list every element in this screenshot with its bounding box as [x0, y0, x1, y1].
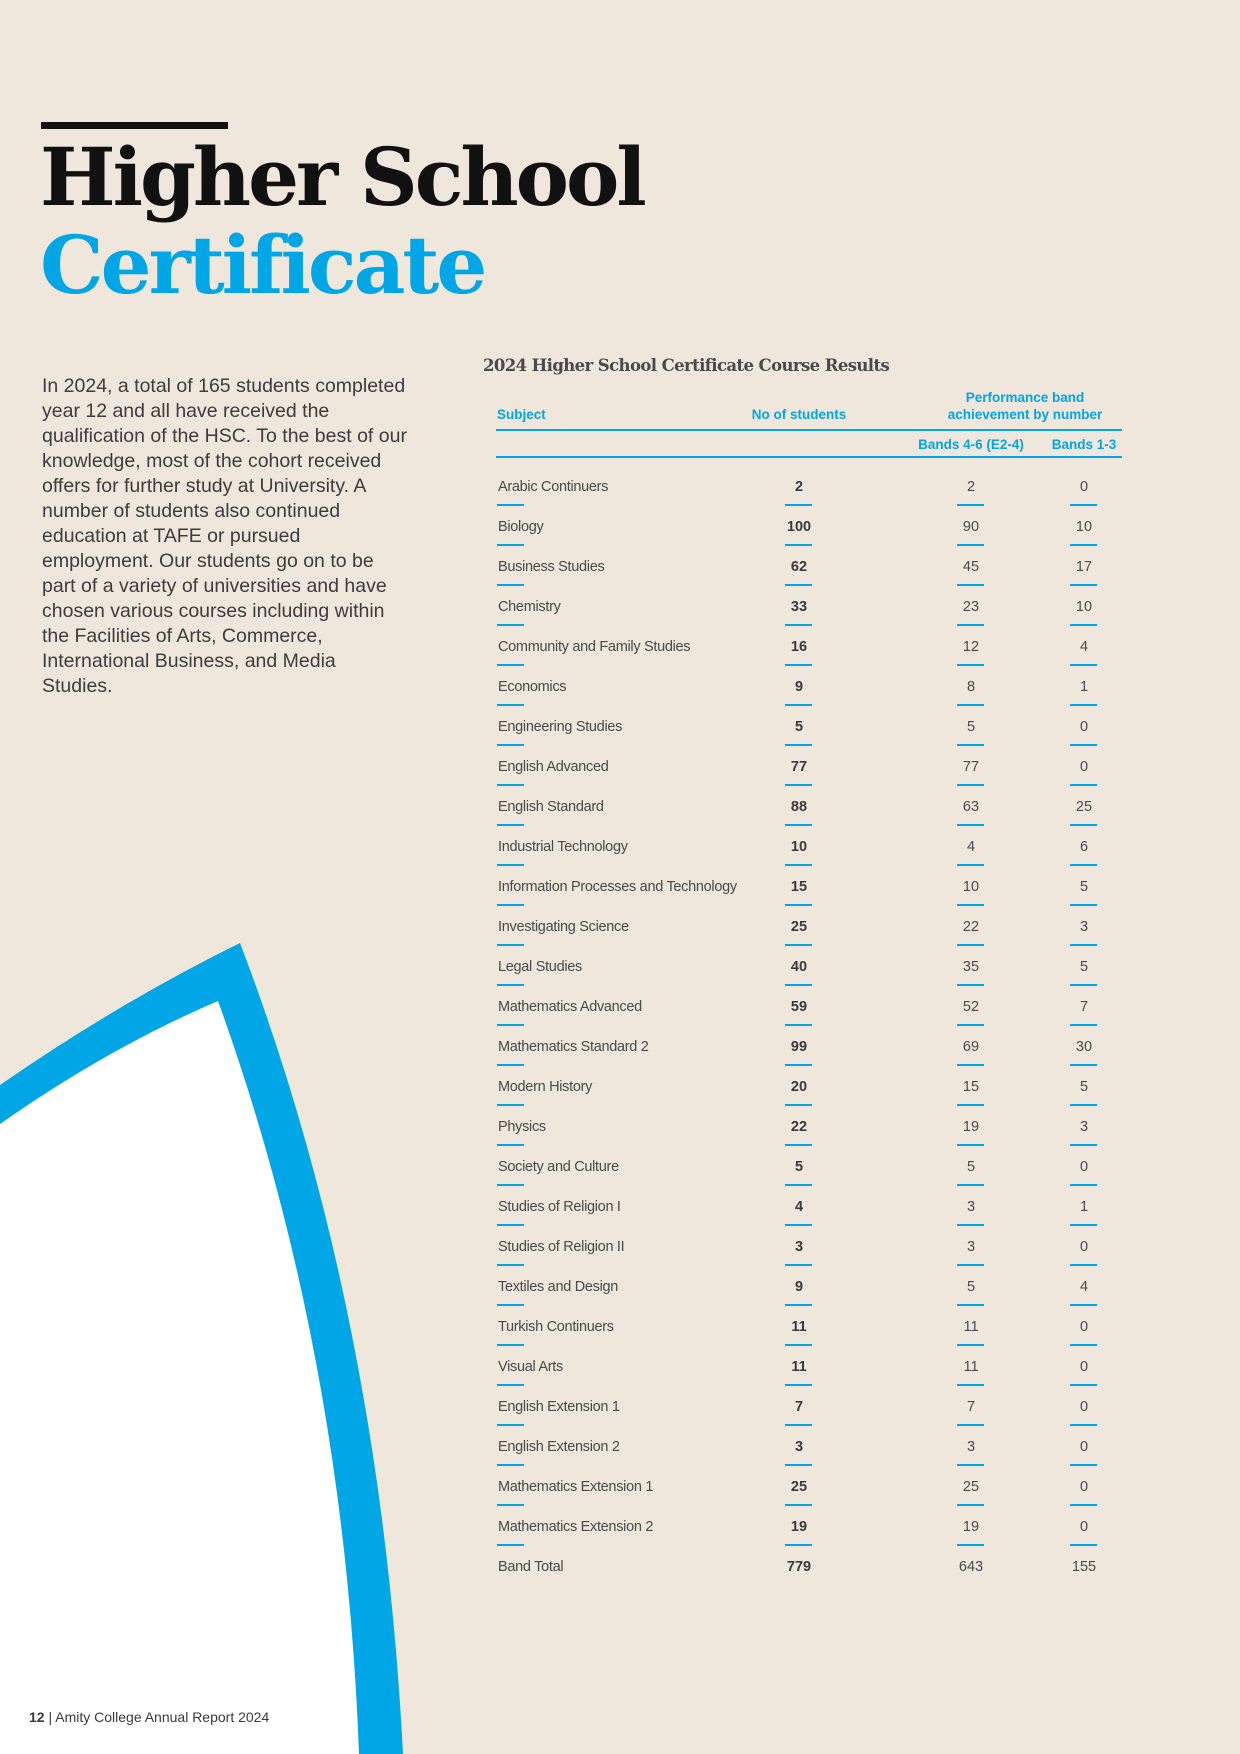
- cell-bands-4-6: 11: [963, 1319, 979, 1335]
- cell-no-of-students: 20: [790, 1079, 808, 1095]
- row-divider-dash: [1070, 664, 1097, 666]
- cell-bands-4-6: 11: [963, 1359, 979, 1375]
- table-row: [0, 1107, 1240, 1147]
- row-divider-dash: [957, 664, 984, 666]
- row-divider-dash: [785, 784, 812, 786]
- cell-bands-4-6: 10: [962, 879, 980, 895]
- table-row: [0, 907, 1240, 947]
- row-divider-dash: [497, 1464, 524, 1466]
- table-row: [0, 867, 1240, 907]
- cell-subject: Industrial Technology: [498, 839, 628, 855]
- cell-bands-4-6: 5: [966, 1159, 976, 1175]
- row-divider-dash: [497, 504, 524, 506]
- table-row: [0, 1387, 1240, 1427]
- row-divider-dash: [785, 664, 812, 666]
- row-divider-dash: [957, 1344, 984, 1346]
- cell-bands-1-3: 0: [1079, 1239, 1089, 1255]
- table-row: [0, 1347, 1240, 1387]
- cell-subject: Studies of Religion I: [498, 1199, 621, 1215]
- row-divider-dash: [785, 1464, 812, 1466]
- row-divider-dash: [497, 1184, 524, 1186]
- page-footer: [29, 1709, 269, 1725]
- cell-bands-1-3: 0: [1079, 719, 1089, 735]
- footer-separator: |: [48, 1709, 53, 1725]
- row-divider-dash: [785, 864, 812, 866]
- row-divider-dash: [497, 1104, 524, 1106]
- row-divider-dash: [785, 1024, 812, 1026]
- table-row: [0, 1427, 1240, 1467]
- cell-bands-1-3: 0: [1079, 1519, 1089, 1535]
- row-divider-dash: [497, 1544, 524, 1546]
- row-divider-dash: [957, 1064, 984, 1066]
- row-divider-dash: [497, 584, 524, 586]
- table-row: [0, 1467, 1240, 1507]
- row-divider-dash: [497, 904, 524, 906]
- row-divider-dash: [957, 1424, 984, 1426]
- row-divider-dash: [785, 584, 812, 586]
- cell-bands-1-3: 5: [1079, 1079, 1089, 1095]
- row-divider-dash: [785, 984, 812, 986]
- row-divider-dash: [1070, 744, 1097, 746]
- cell-subject: Band Total: [498, 1559, 564, 1575]
- row-divider-dash: [1070, 1384, 1097, 1386]
- row-divider-dash: [1070, 864, 1097, 866]
- cell-bands-1-3: 3: [1079, 1119, 1089, 1135]
- row-divider-dash: [957, 1104, 984, 1106]
- row-divider-dash: [1070, 1064, 1097, 1066]
- cell-bands-4-6: 45: [962, 559, 980, 575]
- header-performance-band: [925, 389, 1125, 423]
- cell-subject: Information Processes and Technology: [498, 879, 737, 895]
- cell-bands-1-3: 25: [1075, 799, 1093, 815]
- table-row: [0, 1227, 1240, 1267]
- header-no-of-students: No of students: [751, 407, 847, 422]
- cell-bands-4-6: 19: [962, 1519, 980, 1535]
- row-divider-dash: [1070, 944, 1097, 946]
- cell-subject: Modern History: [498, 1079, 593, 1095]
- table-row: [0, 747, 1240, 787]
- cell-bands-4-6: 90: [962, 519, 980, 535]
- cell-subject: Visual Arts: [498, 1359, 563, 1375]
- cell-bands-4-6: 12: [962, 639, 980, 655]
- table-row: [0, 467, 1240, 507]
- cell-no-of-students: 7: [794, 1399, 804, 1415]
- cell-no-of-students: 11: [791, 1319, 807, 1335]
- row-divider-dash: [497, 944, 524, 946]
- cell-bands-1-3: 0: [1079, 1159, 1089, 1175]
- row-divider-dash: [785, 904, 812, 906]
- row-divider-dash: [957, 744, 984, 746]
- cell-subject: Turkish Continuers: [498, 1319, 614, 1335]
- table-row: [0, 1267, 1240, 1307]
- cell-bands-1-3: 0: [1079, 1399, 1089, 1415]
- row-divider-dash: [785, 1504, 812, 1506]
- cell-subject: Chemistry: [498, 599, 561, 615]
- table-row: [0, 787, 1240, 827]
- row-divider-dash: [1070, 1104, 1097, 1106]
- row-divider-dash: [497, 784, 524, 786]
- cell-subject: Studies of Religion II: [498, 1239, 625, 1255]
- cell-subject: Textiles and Design: [498, 1279, 619, 1295]
- cell-bands-1-3: 0: [1079, 1359, 1089, 1375]
- row-divider-dash: [785, 1424, 812, 1426]
- cell-subject: Engineering Studies: [498, 719, 623, 735]
- cell-no-of-students: 9: [794, 679, 804, 695]
- header-performance-text: Performance band achievement by number: [947, 390, 1103, 422]
- row-divider-dash: [957, 1224, 984, 1226]
- cell-no-of-students: 15: [790, 879, 808, 895]
- header-rule-top: [496, 429, 1122, 431]
- row-divider-dash: [785, 624, 812, 626]
- row-divider-dash: [1070, 1504, 1097, 1506]
- cell-subject: Society and Culture: [498, 1159, 619, 1175]
- cell-bands-4-6: 52: [962, 999, 980, 1015]
- cell-bands-4-6: 22: [962, 919, 980, 935]
- row-divider-dash: [1070, 1344, 1097, 1346]
- cell-no-of-students: 779: [786, 1559, 812, 1575]
- table-row: [0, 1027, 1240, 1067]
- row-divider-dash: [957, 624, 984, 626]
- results-table-body: [0, 467, 1240, 1587]
- header-bands-4-6: Bands 4-6 (E2-4): [918, 437, 1024, 452]
- row-divider-dash: [785, 1144, 812, 1146]
- row-divider-dash: [497, 664, 524, 666]
- row-divider-dash: [957, 944, 984, 946]
- row-divider-dash: [497, 1064, 524, 1066]
- cell-bands-4-6: 8: [966, 679, 976, 695]
- cell-bands-4-6: 4: [966, 839, 976, 855]
- cell-bands-4-6: 35: [962, 959, 980, 975]
- row-divider-dash: [957, 544, 984, 546]
- row-divider-dash: [1070, 904, 1097, 906]
- cell-bands-1-3: 0: [1079, 1479, 1089, 1495]
- cell-subject: Mathematics Advanced: [498, 999, 642, 1015]
- cell-subject: Investigating Science: [498, 919, 629, 935]
- table-row: [0, 547, 1240, 587]
- cell-bands-1-3: 0: [1079, 1319, 1089, 1335]
- row-divider-dash: [957, 1304, 984, 1306]
- row-divider-dash: [1070, 824, 1097, 826]
- cell-bands-4-6: 5: [966, 719, 976, 735]
- row-divider-dash: [957, 584, 984, 586]
- page-number: 12: [29, 1709, 45, 1725]
- row-divider-dash: [1070, 1144, 1097, 1146]
- cell-bands-1-3: 0: [1079, 759, 1089, 775]
- row-divider-dash: [785, 1064, 812, 1066]
- cell-subject: Physics: [498, 1119, 546, 1135]
- row-divider-dash: [1070, 1264, 1097, 1266]
- cell-subject: English Extension 1: [498, 1399, 620, 1415]
- cell-no-of-students: 62: [790, 559, 808, 575]
- table-row: [0, 707, 1240, 747]
- row-divider-dash: [785, 544, 812, 546]
- row-divider-dash: [957, 1504, 984, 1506]
- cell-no-of-students: 3: [794, 1439, 804, 1455]
- title-accent-rule: [41, 122, 228, 129]
- table-row: [0, 987, 1240, 1027]
- cell-no-of-students: 19: [790, 1519, 808, 1535]
- cell-no-of-students: 5: [794, 719, 804, 735]
- row-divider-dash: [785, 1104, 812, 1106]
- cell-bands-1-3: 0: [1079, 1439, 1089, 1455]
- row-divider-dash: [497, 544, 524, 546]
- row-divider-dash: [497, 1224, 524, 1226]
- row-divider-dash: [497, 704, 524, 706]
- cell-no-of-students: 40: [790, 959, 808, 975]
- cell-subject: Arabic Continuers: [498, 479, 609, 495]
- row-divider-dash: [957, 904, 984, 906]
- cell-bands-1-3: 10: [1075, 519, 1093, 535]
- row-divider-dash: [497, 1424, 524, 1426]
- table-row: [0, 1187, 1240, 1227]
- cell-bands-4-6: 25: [962, 1479, 980, 1495]
- cell-no-of-students: 100: [786, 519, 812, 535]
- table-row: [0, 627, 1240, 667]
- cell-bands-1-3: 17: [1075, 559, 1093, 575]
- row-divider-dash: [957, 1024, 984, 1026]
- row-divider-dash: [1070, 1424, 1097, 1426]
- footer-text: Amity College Annual Report 2024: [55, 1709, 270, 1725]
- cell-bands-1-3: 0: [1079, 479, 1089, 495]
- row-divider-dash: [957, 1384, 984, 1386]
- row-divider-dash: [1070, 1304, 1097, 1306]
- row-divider-dash: [1070, 1224, 1097, 1226]
- cell-bands-4-6: 15: [962, 1079, 980, 1095]
- table-row: [0, 827, 1240, 867]
- row-divider-dash: [785, 1544, 812, 1546]
- table-row: [0, 1507, 1240, 1547]
- row-divider-dash: [497, 624, 524, 626]
- cell-subject: Mathematics Standard 2: [498, 1039, 649, 1055]
- header-bands-1-3: Bands 1-3: [1051, 437, 1117, 452]
- cell-bands-1-3: 1: [1079, 1199, 1089, 1215]
- row-divider-dash: [957, 504, 984, 506]
- row-divider-dash: [1070, 704, 1097, 706]
- row-divider-dash: [1070, 504, 1097, 506]
- cell-bands-4-6: 5: [966, 1279, 976, 1295]
- cell-bands-1-3: 30: [1075, 1039, 1093, 1055]
- row-divider-dash: [957, 1184, 984, 1186]
- cell-no-of-students: 88: [790, 799, 808, 815]
- cell-bands-4-6: 19: [962, 1119, 980, 1135]
- cell-no-of-students: 10: [790, 839, 808, 855]
- cell-no-of-students: 25: [790, 1479, 808, 1495]
- cell-bands-1-3: 5: [1079, 879, 1089, 895]
- cell-bands-4-6: 7: [966, 1399, 976, 1415]
- table-row: [0, 667, 1240, 707]
- row-divider-dash: [785, 704, 812, 706]
- cell-bands-1-3: 6: [1079, 839, 1089, 855]
- row-divider-dash: [497, 984, 524, 986]
- cell-no-of-students: 25: [790, 919, 808, 935]
- cell-no-of-students: 11: [791, 1359, 807, 1375]
- cell-no-of-students: 77: [790, 759, 808, 775]
- table-row: [0, 947, 1240, 987]
- cell-subject: English Standard: [498, 799, 604, 815]
- row-divider-dash: [1070, 1024, 1097, 1026]
- cell-bands-1-3: 4: [1079, 639, 1089, 655]
- row-divider-dash: [497, 1024, 524, 1026]
- cell-bands-1-3: 3: [1079, 919, 1089, 935]
- row-divider-dash: [1070, 624, 1097, 626]
- row-divider-dash: [785, 1224, 812, 1226]
- row-divider-dash: [957, 784, 984, 786]
- row-divider-dash: [1070, 984, 1097, 986]
- row-divider-dash: [957, 1144, 984, 1146]
- cell-subject: Legal Studies: [498, 959, 582, 975]
- cell-bands-4-6: 2: [966, 479, 976, 495]
- row-divider-dash: [957, 1544, 984, 1546]
- cell-bands-1-3: 10: [1075, 599, 1093, 615]
- row-divider-dash: [785, 1304, 812, 1306]
- cell-no-of-students: 5: [794, 1159, 804, 1175]
- page-title-line1: Higher School: [40, 130, 644, 224]
- cell-no-of-students: 22: [790, 1119, 808, 1135]
- cell-bands-4-6: 77: [962, 759, 980, 775]
- cell-no-of-students: 33: [790, 599, 808, 615]
- row-divider-dash: [497, 824, 524, 826]
- row-divider-dash: [497, 1344, 524, 1346]
- row-divider-dash: [497, 744, 524, 746]
- cell-no-of-students: 99: [790, 1039, 808, 1055]
- row-divider-dash: [1070, 544, 1097, 546]
- cell-subject: English Advanced: [498, 759, 609, 775]
- row-divider-dash: [497, 1264, 524, 1266]
- row-divider-dash: [957, 1264, 984, 1266]
- row-divider-dash: [957, 824, 984, 826]
- cell-bands-4-6: 3: [966, 1439, 976, 1455]
- row-divider-dash: [785, 1344, 812, 1346]
- cell-bands-1-3: 5: [1079, 959, 1089, 975]
- cell-bands-1-3: 4: [1079, 1279, 1089, 1295]
- row-divider-dash: [497, 1504, 524, 1506]
- cell-bands-1-3: 7: [1079, 999, 1089, 1015]
- page-title-line2: Certificate: [40, 218, 485, 312]
- cell-no-of-students: 4: [794, 1199, 804, 1215]
- intro-paragraph: In 2024, a total of 165 students completed year 12 and all have received the qualification of the HSC. To the best of our knowledge, most of the cohort received offers for further study at University. A number of students also continued education at TAFE or pursued employment. Our students go on to be part of a variety of universities and have chosen various courses including within the Facilities of Arts, Commerce, International Business, and Media Studies.: [42, 374, 407, 697]
- cell-subject: Biology: [498, 519, 544, 535]
- table-row: [0, 1147, 1240, 1187]
- row-divider-dash: [785, 944, 812, 946]
- cell-subject: Business Studies: [498, 559, 605, 575]
- cell-subject: Mathematics Extension 2: [498, 1519, 654, 1535]
- header-subject: Subject: [497, 407, 546, 422]
- row-divider-dash: [497, 1304, 524, 1306]
- row-divider-dash: [1070, 784, 1097, 786]
- row-divider-dash: [785, 744, 812, 746]
- row-divider-dash: [497, 864, 524, 866]
- row-divider-dash: [497, 1384, 524, 1386]
- table-row: [0, 587, 1240, 627]
- cell-bands-4-6: 63: [962, 799, 980, 815]
- cell-no-of-students: 2: [794, 479, 804, 495]
- table-title: 2024 Higher School Certificate Course Results: [483, 356, 890, 375]
- cell-no-of-students: 16: [790, 639, 808, 655]
- row-divider-dash: [1070, 584, 1097, 586]
- cell-bands-4-6: 643: [958, 1559, 984, 1575]
- table-row: [0, 1547, 1240, 1587]
- cell-bands-4-6: 69: [962, 1039, 980, 1055]
- cell-bands-4-6: 3: [966, 1239, 976, 1255]
- cell-no-of-students: 9: [794, 1279, 804, 1295]
- row-divider-dash: [957, 984, 984, 986]
- row-divider-dash: [785, 824, 812, 826]
- row-divider-dash: [785, 504, 812, 506]
- row-divider-dash: [1070, 1184, 1097, 1186]
- table-row: [0, 1307, 1240, 1347]
- row-divider-dash: [957, 704, 984, 706]
- row-divider-dash: [957, 864, 984, 866]
- cell-bands-1-3: 155: [1071, 1559, 1097, 1575]
- cell-no-of-students: 3: [794, 1239, 804, 1255]
- header-rule-bottom: [496, 456, 1122, 458]
- cell-bands-4-6: 23: [962, 599, 980, 615]
- cell-bands-1-3: 1: [1079, 679, 1089, 695]
- table-row: [0, 507, 1240, 547]
- row-divider-dash: [1070, 1544, 1097, 1546]
- row-divider-dash: [957, 1464, 984, 1466]
- row-divider-dash: [1070, 1464, 1097, 1466]
- row-divider-dash: [785, 1264, 812, 1266]
- cell-subject: Community and Family Studies: [498, 639, 691, 655]
- cell-subject: Mathematics Extension 1: [498, 1479, 654, 1495]
- cell-subject: Economics: [498, 679, 567, 695]
- row-divider-dash: [497, 1144, 524, 1146]
- row-divider-dash: [785, 1384, 812, 1386]
- table-row: [0, 1067, 1240, 1107]
- cell-bands-4-6: 3: [966, 1199, 976, 1215]
- cell-subject: English Extension 2: [498, 1439, 620, 1455]
- cell-no-of-students: 59: [790, 999, 808, 1015]
- row-divider-dash: [785, 1184, 812, 1186]
